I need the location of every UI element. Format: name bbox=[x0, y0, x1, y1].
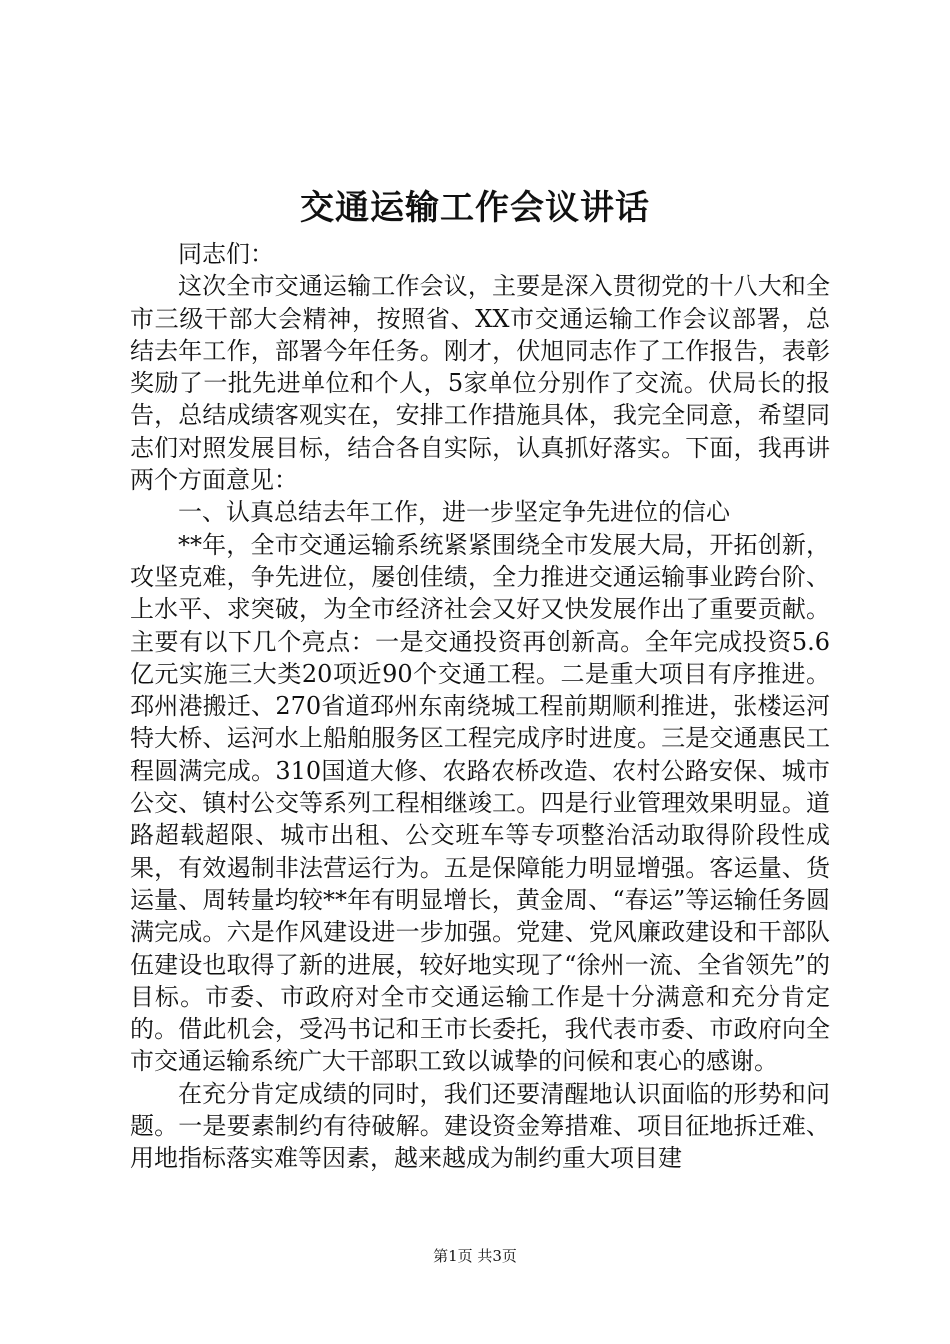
section-heading-1: 一、认真总结去年工作，进一步坚定争先进位的信心 bbox=[178, 498, 730, 527]
page-number-footer: 第1页 共3页 bbox=[433, 1247, 517, 1265]
intro-paragraph: 这次全市交通运输工作会议，主要是深入贯彻党的十八大和全市三级干部大会精神，按照省、XX市交通运输工作会议部署，总结去年工作，部署今年任务。刚才，伏旭同志作了工作报告，表彰奖励了一批先进单位和个人，5家单位分别作了交流。伏局长的报告，总结成绩客观实在，安排工作措施具体，我完全同意，希望同志们对照发展目标，结合各自实际，认真抓好落实。下面，我再讲两个方面意见： bbox=[130, 272, 830, 495]
document-body bbox=[130, 238, 830, 1175]
achievements-paragraph: **年，全市交通运输系统紧紧围绕全市发展大局，开拓创新，攻坚克难，争先进位，屡创佳绩，全力推进交通运输事业跨台阶、上水平、求突破，为全市经济社会又好又快发展作出了重要贡献。主要有以下几个亮点：一是交通投资再创新高。全年完成投资5.6亿元实施三大类20项近90个交通工程。二是重大项目有序推进。邳州港搬迁、270省道邳州东南绕城工程前期顺利推进，张楼运河特大桥、运河水上船舶服务区工程完成序时进度。三是交通惠民工程圆满完成。310国道大修、农路农桥改造、农村公路安保、城市公交、镇村公交等系列工程相继竣工。四是行业管理效果明显。道路超载超限、城市出租、公交班车等专项整治活动取得阶段性成果，有效遏制非法营运行为。五是保障能力明显增强。客运量、货运量、周转量均较**年有明显增长，黄金周、“春运”等运输任务圆满完成。六是作风建设进一步加强。党建、党风廉政建设和干部队伍建设也取得了新的进展，较好地实现了“徐州一流、全省领先”的目标。市委、市政府对全市交通运输工作是十分满意和充分肯定的。借此机会，受冯书记和王市长委托，我代表市委、市政府向全市交通运输系统广大干部职工致以诚挚的问候和衷心的感谢。 bbox=[130, 530, 830, 1076]
salutation-paragraph: 同志们： bbox=[178, 240, 274, 268]
document-title: 交通运输工作会议讲话 bbox=[300, 188, 650, 228]
problems-paragraph: 在充分肯定成绩的同时，我们还要清醒地认识面临的形势和问题。一是要素制约有待破解。建设资金筹措难、项目征地拆迁难、用地指标落实难等因素，越来越成为制约重大项目建 bbox=[130, 1079, 830, 1173]
